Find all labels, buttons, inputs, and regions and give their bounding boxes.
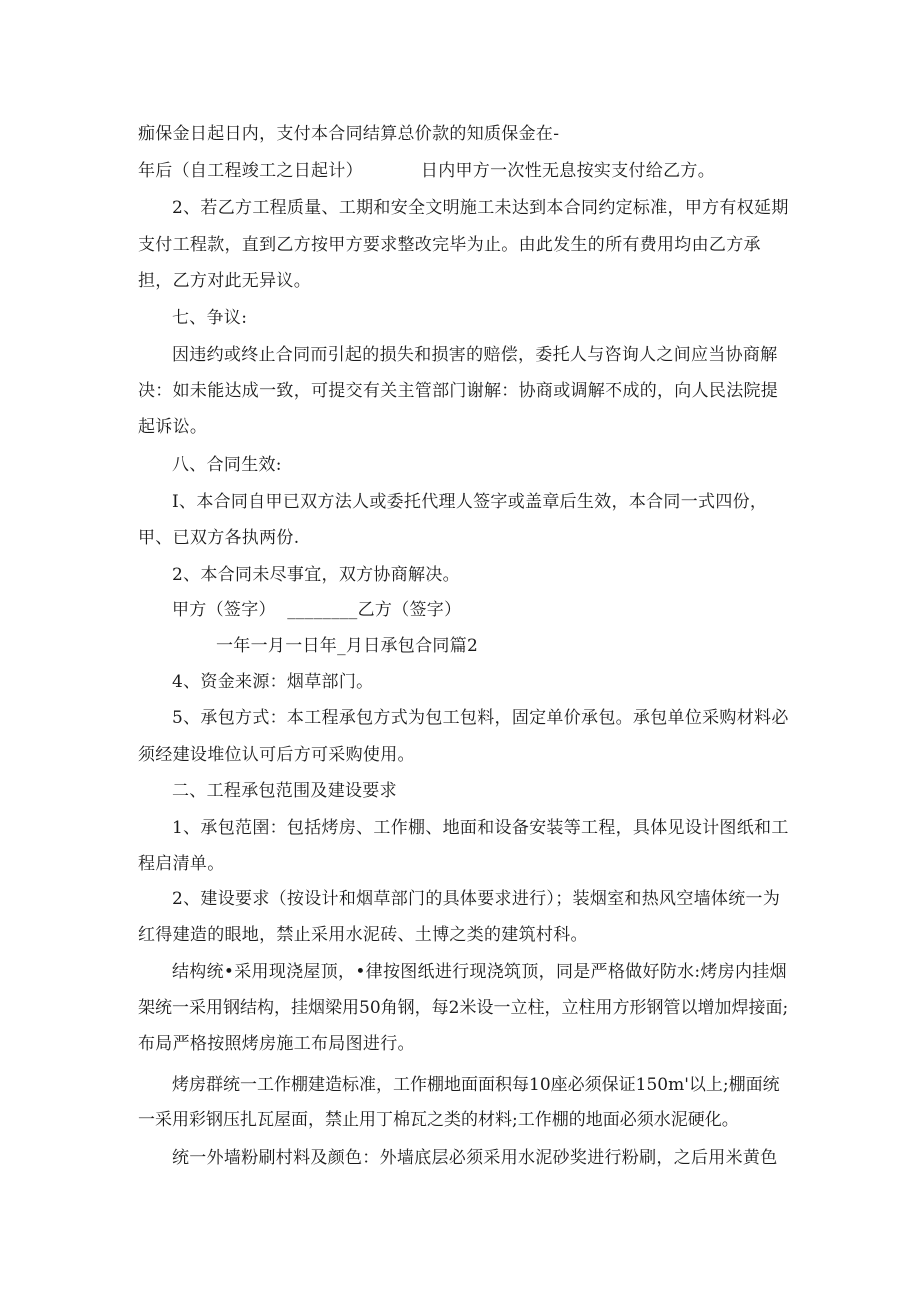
text-segment: 年后（自工程竣工之日起计） — [138, 161, 363, 181]
text-line: 架统一采用钢结构，挂烟梁用50角钢，每2米设一立柱，立柱用方形钢管以增加焊接面; — [138, 998, 789, 1018]
text-line: 4、资金来源：烟草部门。 — [172, 672, 374, 692]
date-line: 一年一月一日年_月日承包合同篇2 — [216, 636, 479, 656]
text-line: 2、若乙方工程质量、工期和安全文明施工未达到本合同约定标准，甲方有权延期 — [172, 198, 789, 218]
text-line: 因违约或终止合同而引起的损失和损害的赔偿，委托人与咨询人之间应当协商解 — [172, 345, 778, 365]
text-line: 一采用彩钢压扎瓦屋面，禁止用丁棉瓦之类的材料;工作棚的地面必须水泥硬化。 — [138, 1110, 739, 1130]
text-line: 结构统•采用现浇屋顶，•律按图纸进行现浇筑顶，同是严格做好防水:烤房内挂烟 — [172, 962, 787, 982]
text-line: 程启清单。 — [138, 854, 225, 874]
section-heading: 七、争议: — [172, 308, 248, 328]
text-line — [138, 159, 715, 183]
text-line: 1、承包范圉：包括烤房、工作棚、地面和设备安装等工程，具体见设计图纸和工 — [172, 818, 789, 838]
text-line: 甲、已双方各执两份. — [138, 528, 300, 548]
text-line: 红得建造的眼地，禁止采用水泥砖、土博之类的建筑村科。 — [138, 925, 588, 945]
text-line: 2、建设要求（按设计和烟草部门的具体要求进行）；装烟室和热风空墙体统一为 — [172, 889, 781, 909]
text-line: 统一外墙粉刷村料及颜色：外墙底层必须采用水泥砂奖进行粉刷，之后用米黄色 — [172, 1148, 778, 1168]
text-line: 决：如未能达成一致，可提交有关主管部门谢解：协商或调解不成的，向人民法院提 — [138, 381, 779, 401]
text-line: 支付工程款，直到乙方按甲方要求整改完毕为止。由此发生的所有费用均由乙方承 — [138, 235, 761, 255]
text-line: 布局严格按照烤房施工布局图进行。 — [138, 1034, 415, 1054]
signature-line: 甲方（签字） ________乙方（签字） — [172, 600, 462, 620]
text-line: 痂保金日起日内，支付本合同结算总价款的知质保金在- — [138, 124, 560, 144]
text-line: 起诉讼。 — [138, 417, 208, 437]
text-segment: 日内甲方一次性无息按实支付给乙方。 — [420, 161, 716, 181]
text-line: 须经建设堆位认可后方可采购使用。 — [138, 745, 415, 765]
text-line: 5、承包方式：本工程承包方式为包工包料，固定单价承包。承包单位采购材料必 — [172, 708, 789, 728]
text-line: I、本合同自甲已双方法人或委托代理人签字或盖章后生效，本合同一式四份， — [172, 492, 768, 512]
section-heading: 八、合同生效: — [172, 455, 282, 475]
text-line: 烤房群统一工作棚建造标准，工作棚地面面积每10座必须保证150m'以上;棚面统 — [172, 1075, 780, 1095]
text-line: 担，乙方对此无异议。 — [138, 271, 311, 291]
section-heading: 二、工程承包范围及建设要求 — [172, 781, 397, 801]
text-line: 2、本合同未尽事宜，双方协商解决。 — [172, 565, 460, 585]
